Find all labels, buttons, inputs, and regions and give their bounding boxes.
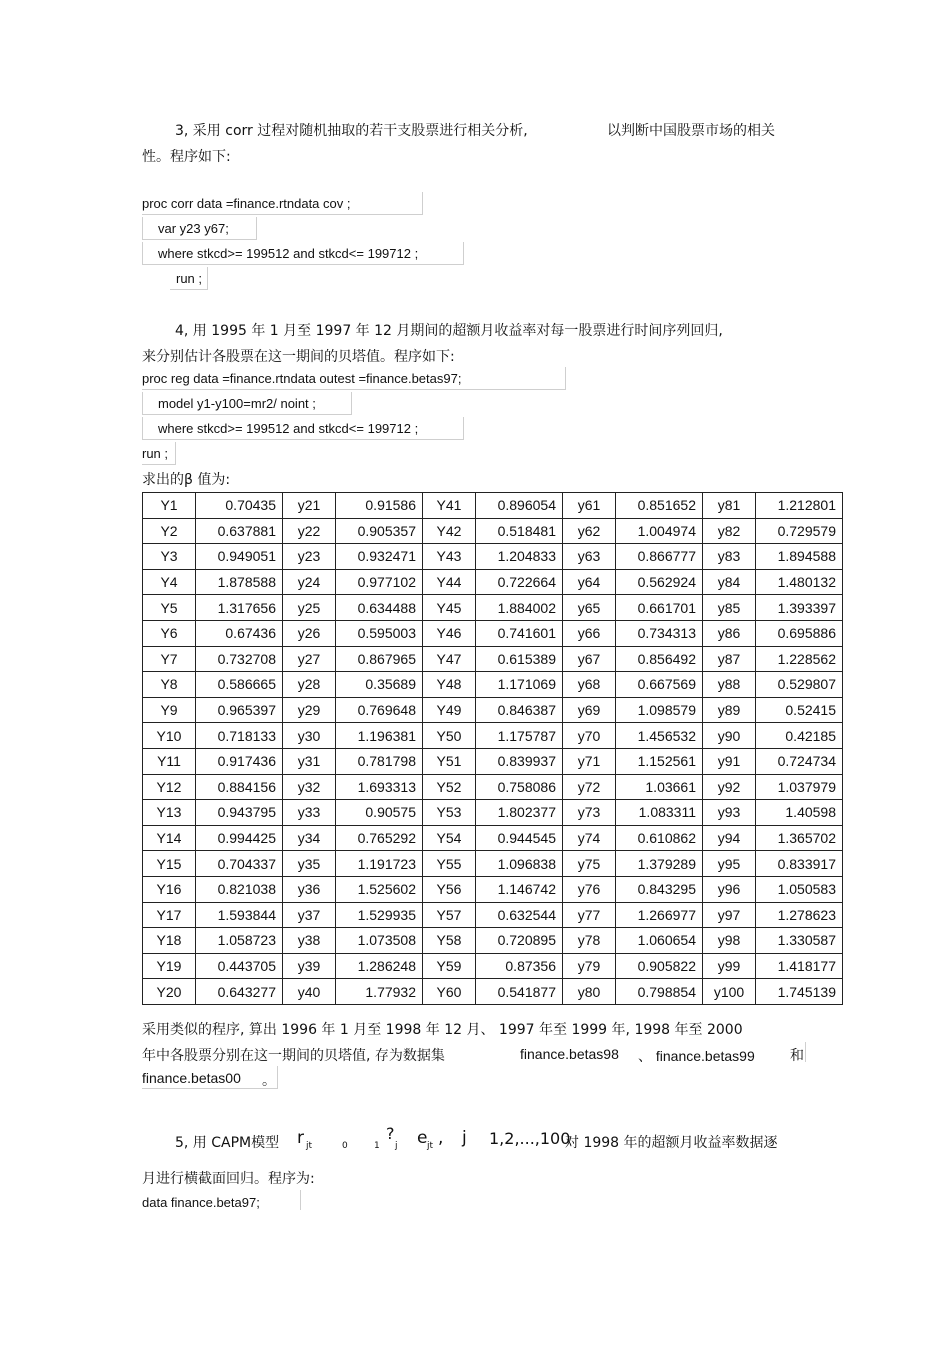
beta-value-cell: 0.965397 (196, 697, 283, 723)
stock-label-cell: Y2 (143, 518, 196, 544)
stock-label-cell: Y12 (143, 774, 196, 800)
code-line: data finance.beta97; (142, 1195, 260, 1210)
beta-value-cell: 0.833917 (756, 851, 843, 877)
stock-label-cell: y38 (283, 928, 336, 954)
beta-value-cell: 0.695886 (756, 620, 843, 646)
stock-label-cell: y80 (563, 979, 616, 1005)
code-line: where stkcd>= 199512 and stkcd<= 199712 ; (158, 421, 419, 436)
stock-label-cell: Y17 (143, 902, 196, 928)
formula-comma: , (438, 1128, 444, 1148)
beta-label: 求出的β 值为: (142, 472, 231, 488)
stock-label-cell: y94 (703, 825, 756, 851)
formula-r-sub: jt (306, 1141, 313, 1151)
beta-value-cell: 0.856492 (616, 646, 703, 672)
stock-label-cell: y83 (703, 544, 756, 570)
beta-value-cell: 0.769648 (336, 697, 423, 723)
formula-beta-sub: j (395, 1141, 398, 1151)
stock-label-cell: y66 (563, 620, 616, 646)
beta-value-cell: 0.541877 (476, 979, 563, 1005)
stock-label-cell: Y56 (423, 876, 476, 902)
after-table-line1: 采用类似的程序, 算出 1996 年 1 月至 1998 年 12 月、 1997 年至 1999 年, 1998 年至 2000 (142, 1022, 743, 1038)
beta-value-cell: 0.944545 (476, 825, 563, 851)
stock-label-cell: y30 (283, 723, 336, 749)
beta-value-cell: 0.734313 (616, 620, 703, 646)
beta-value-cell: 1.098579 (616, 697, 703, 723)
section3-line2: 性。程序如下: (142, 149, 231, 165)
beta-value-cell: 0.52415 (756, 697, 843, 723)
stock-label-cell: y74 (563, 825, 616, 851)
beta-value-cell: 0.91586 (336, 493, 423, 519)
stock-label-cell: y82 (703, 518, 756, 544)
table-row (143, 723, 843, 749)
beta-value-cell: 0.529807 (756, 672, 843, 698)
period-mark: 。 (262, 1073, 276, 1089)
stock-label-cell: y61 (563, 493, 616, 519)
stock-label-cell: Y13 (143, 800, 196, 826)
formula-r: r (297, 1128, 304, 1148)
stock-label-cell: Y45 (423, 595, 476, 621)
beta-value-cell: 0.615389 (476, 646, 563, 672)
beta-value-cell: 0.90575 (336, 800, 423, 826)
beta-value-cell: 0.758086 (476, 774, 563, 800)
beta-value-cell: 0.896054 (476, 493, 563, 519)
beta-value-cell: 1.196381 (336, 723, 423, 749)
beta-value-cell: 1.330587 (756, 928, 843, 954)
beta-value-cell: 1.393397 (756, 595, 843, 621)
beta-value-cell: 0.994425 (196, 825, 283, 851)
stock-label-cell: Y4 (143, 569, 196, 595)
code-box (700, 1042, 806, 1062)
beta-value-cell: 0.741601 (476, 620, 563, 646)
stock-label-cell: Y20 (143, 979, 196, 1005)
stock-label-cell: y62 (563, 518, 616, 544)
stock-label-cell: y88 (703, 672, 756, 698)
code-line: where stkcd>= 199512 and stkcd<= 199712 ; (158, 246, 419, 261)
table-row (143, 569, 843, 595)
stock-label-cell: Y46 (423, 620, 476, 646)
and-word: 和 (790, 1048, 804, 1064)
beta-value-cell: 1.171069 (476, 672, 563, 698)
stock-label-cell: y92 (703, 774, 756, 800)
beta-value-cell: 1.073508 (336, 928, 423, 954)
stock-label-cell: y35 (283, 851, 336, 877)
beta-value-cell: 0.765292 (336, 825, 423, 851)
stock-label-cell: y28 (283, 672, 336, 698)
beta-value-cell: 0.42185 (756, 723, 843, 749)
stock-label-cell: y89 (703, 697, 756, 723)
beta-value-cell: 1.037979 (756, 774, 843, 800)
beta-value-cell: 0.722664 (476, 569, 563, 595)
beta-value-cell: 1.693313 (336, 774, 423, 800)
formula-j: j (462, 1128, 467, 1148)
beta-value-cell: 0.884156 (196, 774, 283, 800)
formula-beta: ? (386, 1124, 395, 1143)
stock-label-cell: y33 (283, 800, 336, 826)
stock-label-cell: y75 (563, 851, 616, 877)
beta-value-cell: 1.480132 (756, 569, 843, 595)
beta-value-cell: 1.228562 (756, 646, 843, 672)
beta-value-cell: 1.802377 (476, 800, 563, 826)
code-line: model y1-y100=mr2/ noint ; (158, 396, 316, 411)
beta-value-cell: 1.204833 (476, 544, 563, 570)
stock-label-cell: Y47 (423, 646, 476, 672)
beta-value-cell: 1.050583 (756, 876, 843, 902)
stock-label-cell: y29 (283, 697, 336, 723)
stock-label-cell: Y7 (143, 646, 196, 672)
stock-label-cell: y71 (563, 748, 616, 774)
table-row (143, 774, 843, 800)
table-row (143, 748, 843, 774)
after-table-line2: 年中各股票分别在这一期间的贝塔值, 存为数据集 (142, 1048, 445, 1064)
stock-label-cell: Y54 (423, 825, 476, 851)
table-row (143, 851, 843, 877)
section4-line2: 来分别估计各股票在这一期间的贝塔值。程序如下: (142, 349, 455, 365)
table-row (143, 493, 843, 519)
section5-prefix: 5, 用 CAPM模型 (175, 1135, 280, 1151)
stock-label-cell: y90 (703, 723, 756, 749)
beta-value-cell: 0.843295 (616, 876, 703, 902)
beta-value-cell: 0.661701 (616, 595, 703, 621)
stock-label-cell: y81 (703, 493, 756, 519)
stock-label-cell: y79 (563, 953, 616, 979)
beta-value-cell: 0.562924 (616, 569, 703, 595)
stock-label-cell: Y48 (423, 672, 476, 698)
beta-value-cell: 0.851652 (616, 493, 703, 519)
beta-value-cell: 0.637881 (196, 518, 283, 544)
beta-value-cell: 1.456532 (616, 723, 703, 749)
stock-label-cell: Y19 (143, 953, 196, 979)
stock-label-cell: y23 (283, 544, 336, 570)
beta-value-cell: 1.060654 (616, 928, 703, 954)
stock-label-cell: y72 (563, 774, 616, 800)
table-row (143, 646, 843, 672)
beta-value-cell: 0.867965 (336, 646, 423, 672)
stock-label-cell: Y42 (423, 518, 476, 544)
beta-value-cell: 0.632544 (476, 902, 563, 928)
stock-label-cell: Y5 (143, 595, 196, 621)
stock-label-cell: y21 (283, 493, 336, 519)
stock-label-cell: y25 (283, 595, 336, 621)
table-row (143, 518, 843, 544)
beta-value-cell: 0.67436 (196, 620, 283, 646)
beta-value-cell: 0.729579 (756, 518, 843, 544)
stock-label-cell: y85 (703, 595, 756, 621)
code-line: proc reg data =finance.rtndata outest =finance.betas97; (142, 371, 462, 386)
beta-value-cell: 0.905357 (336, 518, 423, 544)
stock-label-cell: Y58 (423, 928, 476, 954)
code-line: proc corr data =finance.rtndata cov ; (142, 196, 351, 211)
beta-value-cell: 1.40598 (756, 800, 843, 826)
stock-label-cell: Y50 (423, 723, 476, 749)
beta-value-cell: 0.586665 (196, 672, 283, 698)
stock-label-cell: Y51 (423, 748, 476, 774)
stock-label-cell: y39 (283, 953, 336, 979)
beta-value-cell: 1.77932 (336, 979, 423, 1005)
beta-value-cell: 0.443705 (196, 953, 283, 979)
stock-label-cell: y100 (703, 979, 756, 1005)
formula-e: e (417, 1128, 428, 1148)
beta-value-cell: 1.03661 (616, 774, 703, 800)
stock-label-cell: Y43 (423, 544, 476, 570)
beta-value-cell: 0.724734 (756, 748, 843, 774)
stock-label-cell: y76 (563, 876, 616, 902)
beta-value-cell: 1.266977 (616, 902, 703, 928)
stock-label-cell: y67 (563, 646, 616, 672)
stock-label-cell: Y8 (143, 672, 196, 698)
beta-value-cell: 1.379289 (616, 851, 703, 877)
stock-label-cell: y87 (703, 646, 756, 672)
stock-label-cell: y24 (283, 569, 336, 595)
section3-line1-end: 以判断中国股票市场的相关 (607, 123, 775, 139)
stock-label-cell: y95 (703, 851, 756, 877)
beta-value-cell: 0.643277 (196, 979, 283, 1005)
table-row (143, 876, 843, 902)
section5-suffix: 对 1998 年的超额月收益率数据逐 (565, 1135, 778, 1151)
table-row (143, 800, 843, 826)
stock-label-cell: Y59 (423, 953, 476, 979)
stock-label-cell: Y10 (143, 723, 196, 749)
table-row (143, 595, 843, 621)
beta-value-cell: 1.745139 (756, 979, 843, 1005)
stock-label-cell: y78 (563, 928, 616, 954)
stock-label-cell: Y6 (143, 620, 196, 646)
stock-label-cell: y32 (283, 774, 336, 800)
stock-label-cell: Y53 (423, 800, 476, 826)
stock-label-cell: Y44 (423, 569, 476, 595)
beta-value-cell: 0.518481 (476, 518, 563, 544)
dataset-name: finance.betas00 (142, 1070, 241, 1086)
beta-value-cell: 0.798854 (616, 979, 703, 1005)
code-line: run ; (142, 446, 169, 461)
beta-value-cell: 1.529935 (336, 902, 423, 928)
stock-label-cell: y22 (283, 518, 336, 544)
stock-label-cell: Y16 (143, 876, 196, 902)
beta-value-cell: 0.821038 (196, 876, 283, 902)
stock-label-cell: Y49 (423, 697, 476, 723)
beta-value-cell: 0.704337 (196, 851, 283, 877)
stock-label-cell: y36 (283, 876, 336, 902)
beta-value-cell: 1.418177 (756, 953, 843, 979)
beta-value-cell: 1.096838 (476, 851, 563, 877)
beta-value-cell: 0.667569 (616, 672, 703, 698)
beta-table (142, 492, 843, 1005)
stock-label-cell: y63 (563, 544, 616, 570)
stock-label-cell: y99 (703, 953, 756, 979)
beta-value-cell: 0.846387 (476, 697, 563, 723)
formula-e-sub: jt (427, 1141, 434, 1151)
stock-label-cell: Y1 (143, 493, 196, 519)
stock-label-cell: y86 (703, 620, 756, 646)
formula-alpha0: 0 (342, 1141, 348, 1151)
table-row (143, 672, 843, 698)
table-row (143, 697, 843, 723)
beta-value-cell: 1.083311 (616, 800, 703, 826)
stock-label-cell: Y14 (143, 825, 196, 851)
stock-label-cell: y37 (283, 902, 336, 928)
beta-value-cell: 0.718133 (196, 723, 283, 749)
beta-value-cell: 1.152561 (616, 748, 703, 774)
stock-label-cell: y98 (703, 928, 756, 954)
beta-value-cell: 0.905822 (616, 953, 703, 979)
stock-label-cell: y96 (703, 876, 756, 902)
beta-value-cell: 0.839937 (476, 748, 563, 774)
code-line: var y23 y67; (158, 221, 229, 236)
dataset-name: 、 finance.betas99 (638, 1048, 755, 1064)
beta-value-cell: 0.781798 (336, 748, 423, 774)
stock-label-cell: Y9 (143, 697, 196, 723)
section3-line1: 3, 采用 corr 过程对随机抽取的若干支股票进行相关分析, (175, 123, 528, 139)
code-line: run ; (176, 271, 203, 286)
beta-value-cell: 1.878588 (196, 569, 283, 595)
table-row (143, 620, 843, 646)
beta-value-cell: 0.720895 (476, 928, 563, 954)
beta-value-cell: 0.610862 (616, 825, 703, 851)
stock-label-cell: Y55 (423, 851, 476, 877)
beta-value-cell: 1.278623 (756, 902, 843, 928)
beta-value-cell: 0.977102 (336, 569, 423, 595)
table-row (143, 825, 843, 851)
beta-value-cell: 1.146742 (476, 876, 563, 902)
beta-value-cell: 1.286248 (336, 953, 423, 979)
stock-label-cell: y69 (563, 697, 616, 723)
stock-label-cell: y65 (563, 595, 616, 621)
beta-value-cell: 1.525602 (336, 876, 423, 902)
beta-value-cell: 1.593844 (196, 902, 283, 928)
beta-value-cell: 0.634488 (336, 595, 423, 621)
section4-line1: 4, 用 1995 年 1 月至 1997 年 12 月期间的超额月收益率对每一股票进行时间序列回归, (175, 323, 723, 339)
stock-label-cell: Y3 (143, 544, 196, 570)
code-box (142, 1066, 278, 1089)
beta-value-cell: 0.866777 (616, 544, 703, 570)
stock-label-cell: y26 (283, 620, 336, 646)
beta-value-cell: 0.87356 (476, 953, 563, 979)
table-row (143, 902, 843, 928)
stock-label-cell: y34 (283, 825, 336, 851)
stock-label-cell: Y11 (143, 748, 196, 774)
stock-label-cell: Y41 (423, 493, 476, 519)
beta-value-cell: 0.70435 (196, 493, 283, 519)
beta-value-cell: 1.212801 (756, 493, 843, 519)
stock-label-cell: y84 (703, 569, 756, 595)
stock-label-cell: y40 (283, 979, 336, 1005)
beta-value-cell: 0.732708 (196, 646, 283, 672)
stock-label-cell: y31 (283, 748, 336, 774)
stock-label-cell: y64 (563, 569, 616, 595)
beta-value-cell: 0.943795 (196, 800, 283, 826)
beta-value-cell: 1.191723 (336, 851, 423, 877)
stock-label-cell: y68 (563, 672, 616, 698)
table-row (143, 544, 843, 570)
beta-value-cell: 0.949051 (196, 544, 283, 570)
beta-value-cell: 0.932471 (336, 544, 423, 570)
stock-label-cell: y73 (563, 800, 616, 826)
beta-value-cell: 1.884002 (476, 595, 563, 621)
section5-line2: 月进行横截面回归。程序为: (142, 1171, 315, 1187)
formula-alpha1: 1 (374, 1141, 380, 1151)
beta-value-cell: 1.894588 (756, 544, 843, 570)
beta-value-cell: 0.917436 (196, 748, 283, 774)
stock-label-cell: y27 (283, 646, 336, 672)
beta-value-cell: 1.058723 (196, 928, 283, 954)
stock-label-cell: Y57 (423, 902, 476, 928)
beta-value-cell: 1.004974 (616, 518, 703, 544)
table-row (143, 979, 843, 1005)
stock-label-cell: y70 (563, 723, 616, 749)
stock-label-cell: y93 (703, 800, 756, 826)
table-row (143, 928, 843, 954)
table-row (143, 953, 843, 979)
stock-label-cell: y77 (563, 902, 616, 928)
stock-label-cell: Y52 (423, 774, 476, 800)
beta-value-cell: 1.365702 (756, 825, 843, 851)
stock-label-cell: Y18 (143, 928, 196, 954)
stock-label-cell: y97 (703, 902, 756, 928)
beta-value-cell: 0.35689 (336, 672, 423, 698)
beta-value-cell: 0.595003 (336, 620, 423, 646)
dataset-name: finance.betas98 (520, 1046, 619, 1062)
stock-label-cell: Y15 (143, 851, 196, 877)
stock-label-cell: Y60 (423, 979, 476, 1005)
beta-value-cell: 1.317656 (196, 595, 283, 621)
stock-label-cell: y91 (703, 748, 756, 774)
beta-value-cell: 1.175787 (476, 723, 563, 749)
formula-range: 1,2,...,100 (489, 1129, 571, 1148)
